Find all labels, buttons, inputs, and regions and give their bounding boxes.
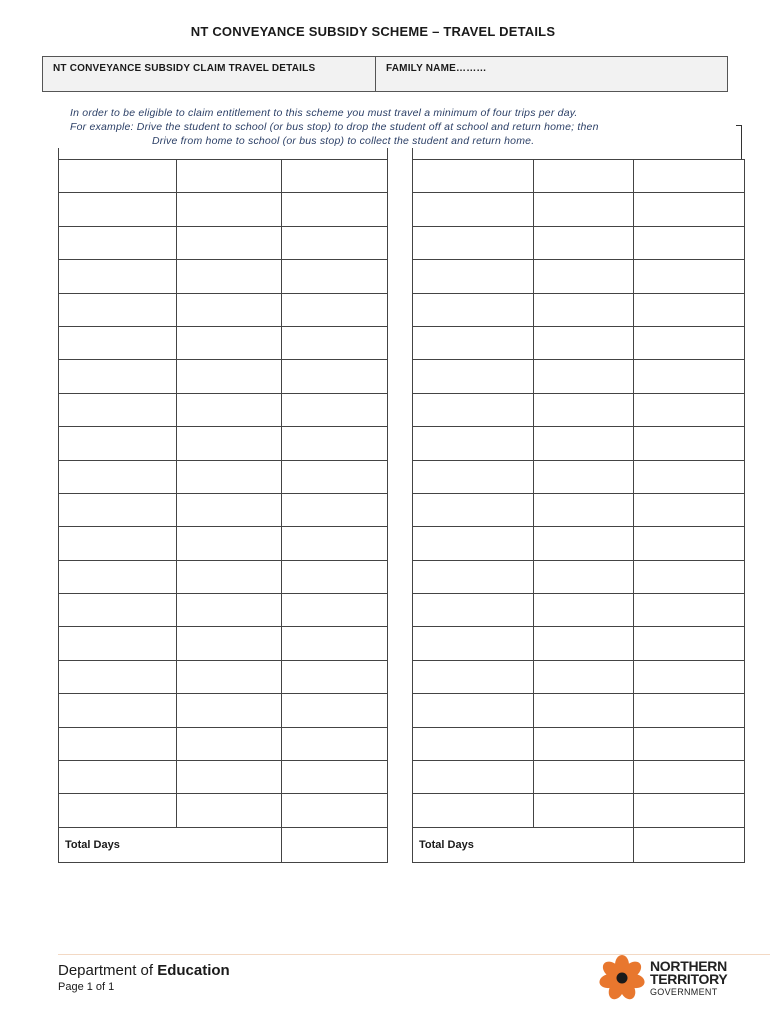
entry-cell[interactable] bbox=[282, 293, 388, 326]
table-row bbox=[413, 594, 745, 627]
entry-cell[interactable] bbox=[282, 360, 388, 393]
table-row bbox=[413, 326, 745, 359]
entry-cell[interactable] bbox=[59, 326, 177, 359]
table-row bbox=[59, 293, 388, 326]
entry-cell[interactable] bbox=[534, 493, 634, 526]
entry-cell[interactable] bbox=[59, 493, 177, 526]
table-row bbox=[59, 393, 388, 426]
table-row bbox=[59, 727, 388, 760]
entry-cell[interactable] bbox=[59, 594, 177, 627]
entry-cell[interactable] bbox=[534, 393, 634, 426]
entry-cell[interactable] bbox=[177, 393, 282, 426]
entry-cell[interactable] bbox=[534, 160, 634, 193]
department-name bbox=[58, 962, 230, 979]
logo-line-1: NORTHERN bbox=[650, 958, 727, 974]
entry-cell[interactable] bbox=[413, 627, 534, 660]
entry-cell[interactable] bbox=[282, 226, 388, 259]
entry-cell[interactable] bbox=[634, 360, 745, 393]
entry-cell[interactable] bbox=[534, 360, 634, 393]
total-days-row bbox=[413, 827, 745, 862]
entry-cell[interactable] bbox=[282, 260, 388, 293]
entry-cell[interactable] bbox=[634, 594, 745, 627]
entry-cell[interactable] bbox=[282, 794, 388, 827]
entry-cell[interactable] bbox=[59, 226, 177, 259]
eligibility-line-2: For example: Drive the student to school (or bus stop) to drop the student off at school and return home; then bbox=[70, 121, 599, 133]
entry-cell[interactable] bbox=[413, 427, 534, 460]
entry-cell[interactable] bbox=[634, 694, 745, 727]
logo-line-3: GOVERNMENT bbox=[650, 987, 718, 997]
entry-cell[interactable] bbox=[177, 427, 282, 460]
entry-cell[interactable] bbox=[634, 226, 745, 259]
entry-cell[interactable] bbox=[413, 594, 534, 627]
total-days-row bbox=[59, 827, 388, 862]
entry-cell[interactable] bbox=[177, 627, 282, 660]
table-row bbox=[59, 160, 388, 193]
table-row bbox=[413, 660, 745, 693]
entry-cell[interactable] bbox=[59, 727, 177, 760]
logo-line-2: TERRITORY bbox=[650, 971, 728, 987]
entry-cell[interactable] bbox=[177, 660, 282, 693]
entry-cell[interactable] bbox=[282, 527, 388, 560]
entry-cell[interactable] bbox=[59, 427, 177, 460]
entry-cell[interactable] bbox=[282, 193, 388, 226]
entry-cell[interactable] bbox=[177, 761, 282, 794]
entry-cell[interactable] bbox=[413, 160, 534, 193]
entry-cell[interactable] bbox=[59, 660, 177, 693]
entry-cell[interactable] bbox=[282, 493, 388, 526]
table-row bbox=[413, 627, 745, 660]
family-name-field[interactable]: FAMILY NAME……… bbox=[386, 63, 487, 74]
entry-cell[interactable] bbox=[534, 193, 634, 226]
table-row bbox=[59, 493, 388, 526]
entry-cell[interactable] bbox=[59, 160, 177, 193]
margin-mark bbox=[741, 125, 742, 159]
claim-travel-details-label: NT CONVEYANCE SUBSIDY CLAIM TRAVEL DETAILS bbox=[43, 57, 376, 91]
entry-cell[interactable] bbox=[534, 326, 634, 359]
entry-cell[interactable] bbox=[282, 727, 388, 760]
entry-cell[interactable] bbox=[282, 761, 388, 794]
entry-cell[interactable] bbox=[177, 360, 282, 393]
entry-cell[interactable] bbox=[177, 160, 282, 193]
table-row bbox=[413, 727, 745, 760]
table-row bbox=[413, 694, 745, 727]
table-row bbox=[413, 427, 745, 460]
table-row bbox=[413, 560, 745, 593]
entry-cell[interactable] bbox=[413, 727, 534, 760]
entry-cell[interactable] bbox=[413, 527, 534, 560]
entry-cell[interactable] bbox=[59, 460, 177, 493]
entry-cell[interactable] bbox=[282, 560, 388, 593]
entry-cell[interactable] bbox=[413, 560, 534, 593]
entry-cell[interactable] bbox=[634, 326, 745, 359]
entry-cell[interactable] bbox=[534, 727, 634, 760]
entry-cell[interactable] bbox=[282, 460, 388, 493]
entry-cell[interactable] bbox=[413, 393, 534, 426]
nt-government-logo bbox=[598, 954, 738, 1002]
entry-cell[interactable] bbox=[177, 193, 282, 226]
entry-cell[interactable] bbox=[413, 493, 534, 526]
entry-cell[interactable] bbox=[634, 427, 745, 460]
table-row bbox=[413, 260, 745, 293]
eligibility-line-3: Drive from home to school (or bus stop) to collect the student and return home. bbox=[152, 135, 535, 147]
entry-cell[interactable] bbox=[282, 326, 388, 359]
entry-cell[interactable] bbox=[282, 160, 388, 193]
entry-cell[interactable] bbox=[634, 193, 745, 226]
entry-cell[interactable] bbox=[634, 660, 745, 693]
total-days-cell[interactable] bbox=[282, 827, 388, 862]
entry-cell[interactable] bbox=[177, 727, 282, 760]
entry-cell[interactable] bbox=[177, 326, 282, 359]
flower-icon bbox=[598, 954, 648, 1002]
table-row bbox=[59, 460, 388, 493]
department-title: Education bbox=[157, 962, 230, 979]
entry-cell[interactable] bbox=[413, 293, 534, 326]
table-row bbox=[59, 360, 388, 393]
entry-cell[interactable] bbox=[634, 460, 745, 493]
table-row bbox=[59, 527, 388, 560]
entry-cell[interactable] bbox=[177, 527, 282, 560]
entry-cell[interactable] bbox=[59, 794, 177, 827]
entry-cell[interactable] bbox=[59, 627, 177, 660]
entry-cell[interactable] bbox=[282, 427, 388, 460]
entry-cell[interactable] bbox=[282, 627, 388, 660]
table-row bbox=[413, 226, 745, 259]
entry-cell[interactable] bbox=[59, 360, 177, 393]
entry-cell[interactable] bbox=[634, 560, 745, 593]
table-row bbox=[413, 393, 745, 426]
table-row bbox=[413, 293, 745, 326]
entry-cell[interactable] bbox=[59, 293, 177, 326]
entry-cell[interactable] bbox=[177, 293, 282, 326]
entry-cell[interactable] bbox=[413, 460, 534, 493]
table-row bbox=[413, 527, 745, 560]
table-row bbox=[413, 160, 745, 193]
entry-cell[interactable] bbox=[634, 627, 745, 660]
entry-cell[interactable] bbox=[282, 694, 388, 727]
entry-cell[interactable] bbox=[413, 794, 534, 827]
entry-cell[interactable] bbox=[534, 694, 634, 727]
entry-cell[interactable] bbox=[282, 660, 388, 693]
table-row bbox=[59, 794, 388, 827]
entry-cell[interactable] bbox=[534, 226, 634, 259]
total-days-label: Total Days bbox=[413, 827, 634, 862]
entry-cell[interactable] bbox=[177, 594, 282, 627]
entry-cell[interactable] bbox=[534, 627, 634, 660]
entry-cell[interactable] bbox=[534, 794, 634, 827]
entry-cell[interactable] bbox=[282, 594, 388, 627]
entry-cell[interactable] bbox=[177, 260, 282, 293]
entry-cell[interactable] bbox=[177, 794, 282, 827]
entry-cell[interactable] bbox=[413, 360, 534, 393]
entry-cell[interactable] bbox=[634, 293, 745, 326]
entry-cell[interactable] bbox=[177, 493, 282, 526]
table-row bbox=[413, 460, 745, 493]
table-row bbox=[59, 260, 388, 293]
entry-cell[interactable] bbox=[534, 527, 634, 560]
entry-cell[interactable] bbox=[534, 594, 634, 627]
entry-cell[interactable] bbox=[534, 460, 634, 493]
total-days-cell[interactable] bbox=[634, 827, 745, 862]
entry-cell[interactable] bbox=[634, 260, 745, 293]
entry-cell[interactable] bbox=[634, 527, 745, 560]
table-row bbox=[413, 493, 745, 526]
eligibility-line-1: In order to be eligible to claim entitlement to this scheme you must travel a minimum of four trips per day. bbox=[70, 107, 578, 119]
entry-cell[interactable] bbox=[413, 260, 534, 293]
table-row bbox=[59, 694, 388, 727]
travel-log-table-left bbox=[58, 159, 388, 863]
travel-log-table-right bbox=[412, 159, 745, 863]
entry-cell[interactable] bbox=[59, 527, 177, 560]
entry-cell[interactable] bbox=[634, 727, 745, 760]
entry-cell[interactable] bbox=[177, 694, 282, 727]
entry-cell[interactable] bbox=[634, 393, 745, 426]
entry-cell[interactable] bbox=[59, 761, 177, 794]
entry-cell[interactable] bbox=[59, 260, 177, 293]
table-row bbox=[59, 560, 388, 593]
entry-cell[interactable] bbox=[59, 193, 177, 226]
entry-cell[interactable] bbox=[177, 460, 282, 493]
entry-cell[interactable] bbox=[59, 393, 177, 426]
entry-cell[interactable] bbox=[413, 326, 534, 359]
entry-cell[interactable] bbox=[534, 560, 634, 593]
entry-cell[interactable] bbox=[634, 160, 745, 193]
entry-cell[interactable] bbox=[634, 761, 745, 794]
table-row bbox=[413, 360, 745, 393]
entry-cell[interactable] bbox=[534, 761, 634, 794]
entry-cell[interactable] bbox=[534, 660, 634, 693]
eligibility-note bbox=[70, 106, 750, 148]
entry-cell[interactable] bbox=[634, 493, 745, 526]
entry-cell[interactable] bbox=[534, 293, 634, 326]
page-number: Page 1 of 1 bbox=[58, 981, 115, 993]
entry-cell[interactable] bbox=[413, 694, 534, 727]
table-row bbox=[59, 761, 388, 794]
table-row bbox=[59, 627, 388, 660]
header-box bbox=[42, 56, 728, 92]
table-row bbox=[59, 594, 388, 627]
entry-cell[interactable] bbox=[634, 794, 745, 827]
entry-cell[interactable] bbox=[534, 427, 634, 460]
entry-cell[interactable] bbox=[413, 660, 534, 693]
table-row bbox=[59, 326, 388, 359]
entry-cell[interactable] bbox=[413, 193, 534, 226]
table-row bbox=[59, 427, 388, 460]
entry-cell[interactable] bbox=[59, 694, 177, 727]
table-edge bbox=[387, 148, 388, 159]
entry-cell[interactable] bbox=[177, 226, 282, 259]
table-edge bbox=[58, 148, 59, 159]
table-row bbox=[413, 794, 745, 827]
entry-cell[interactable] bbox=[282, 393, 388, 426]
table-row bbox=[413, 761, 745, 794]
entry-cell[interactable] bbox=[59, 560, 177, 593]
total-days-label: Total Days bbox=[59, 827, 282, 862]
department-prefix: Department of bbox=[58, 962, 158, 979]
page-title: NT CONVEYANCE SUBSIDY SCHEME – TRAVEL DETAILS bbox=[190, 24, 556, 39]
table-row bbox=[59, 226, 388, 259]
entry-cell[interactable] bbox=[534, 260, 634, 293]
entry-cell[interactable] bbox=[413, 226, 534, 259]
entry-cell[interactable] bbox=[177, 560, 282, 593]
table-row bbox=[59, 193, 388, 226]
table-edge bbox=[412, 148, 413, 159]
table-row bbox=[59, 660, 388, 693]
table-row bbox=[413, 193, 745, 226]
entry-cell[interactable] bbox=[413, 761, 534, 794]
